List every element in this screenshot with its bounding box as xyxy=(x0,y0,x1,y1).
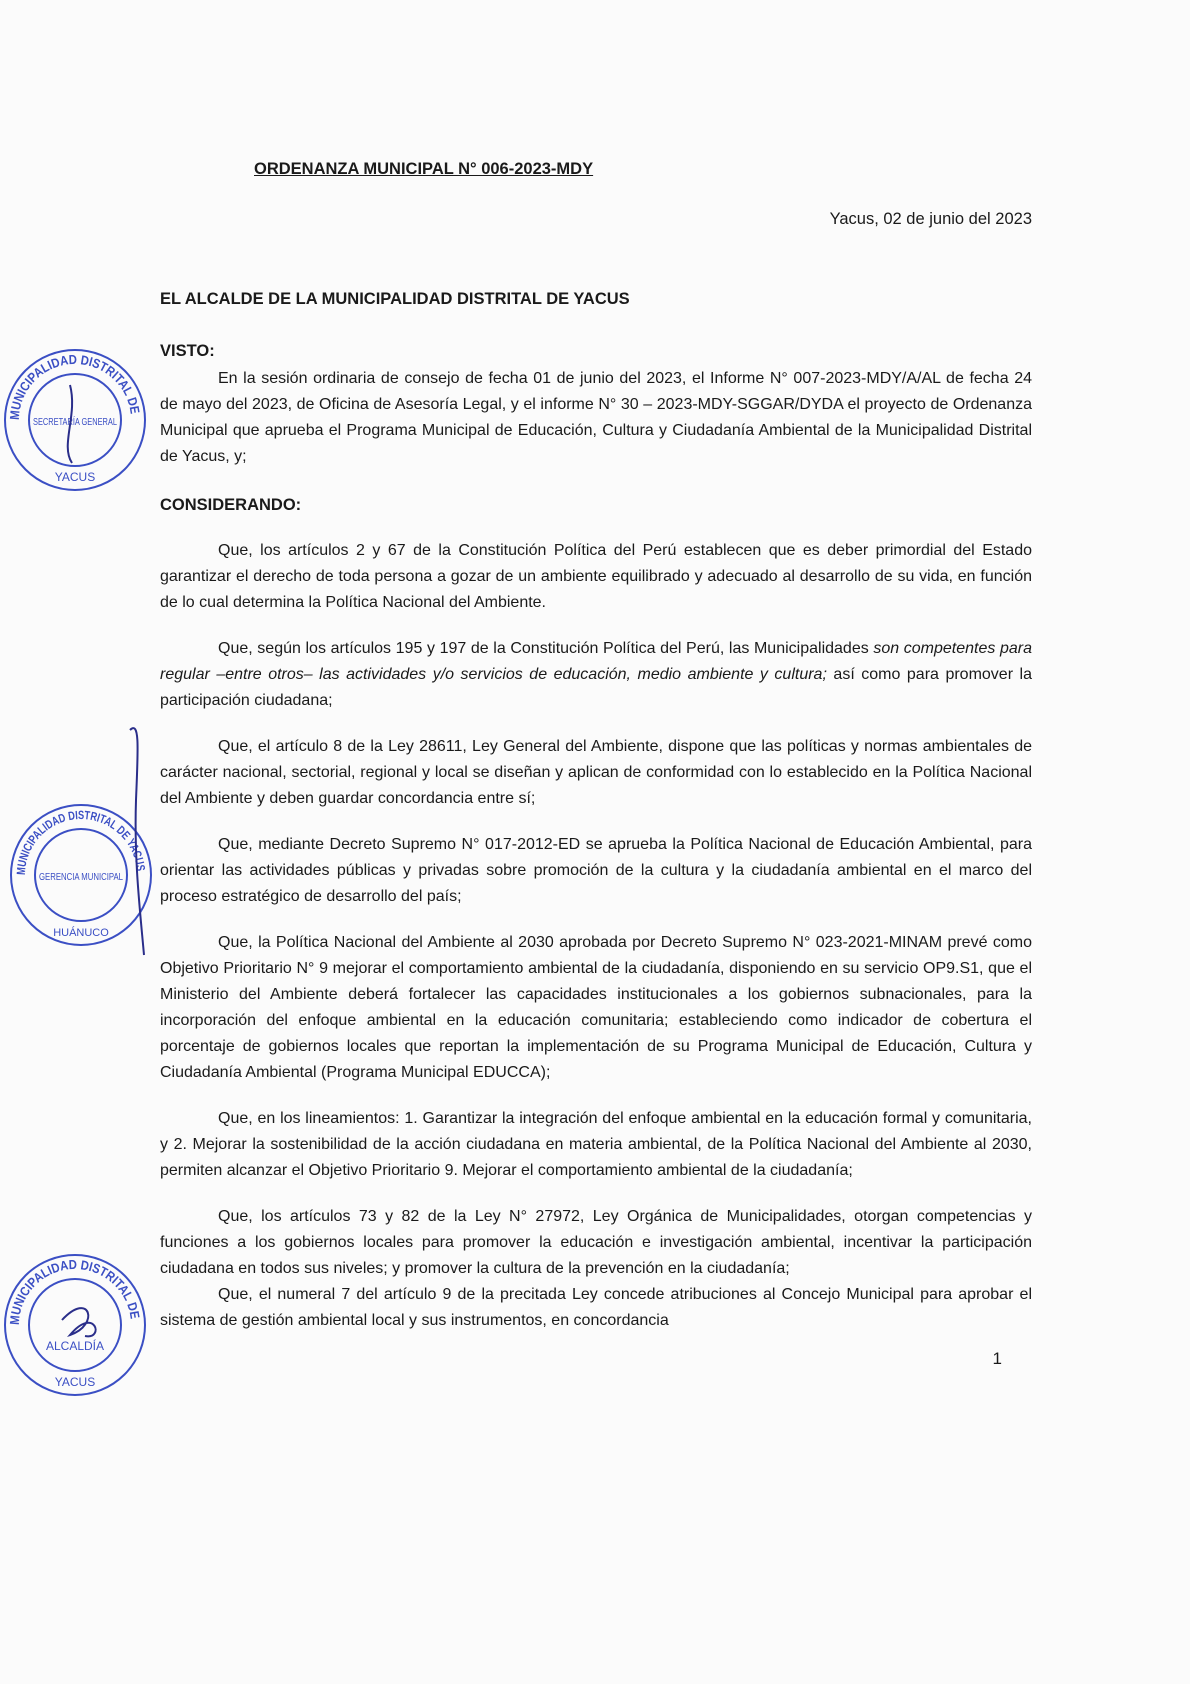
stamp-center-text: ALCALDÍA xyxy=(45,1339,105,1353)
paragraph-text: así como para promover la participación ciudadana; xyxy=(160,666,1032,709)
stamp-center-text: GERENCIA MUNICIPAL xyxy=(39,872,124,883)
paragraph: Que, en los lineamientos: 1. Garantizar la integración del enfoque ambiental en la educación formal y comunitaria, y 2. Mejorar la sostenibilidad de la acción ciudadana en materia ambiental, de la Política Nacional del Ambiente al 2030, permiten alcanzar el Objetivo Prioritario 9. Mejorar el comportamiento ambiental de la ciudadanía; xyxy=(160,1110,1032,1179)
visto-paragraph: En la sesión ordinaria de consejo de fecha 01 de junio del 2023, el Informe N° 007-2023-MDY/A/AL de fecha 24 de mayo del 2023, de Oficina de Asesoría Legal, y el informe N° 30 – 2023-MDY-SGGAR/DYDA el proyecto de Ordenanza Municipal que aprueba el Programa Municipal de Educación, Cultura y Ciudadanía Ambiental de la Municipalidad Distrital de Yacus, y; xyxy=(160,370,1032,465)
authority-heading: EL ALCALDE DE LA MUNICIPALIDAD DISTRITAL DE YACUS xyxy=(160,290,630,308)
paragraph: Que, la Política Nacional del Ambiente al 2030 aprobada por Decreto Supremo N° 023-2021-MINAM prevé como Objetivo Prioritario N° 9 mejorar el comportamiento ambiental de la ciudadanía, disponiendo en su servicio OP9.S1, que el Ministerio del Ambiente deberá fortalecer las capacidades institucionales a los gobiernos subnacionales, para la incorporación del enfoque ambiental en la educación comunitaria; estableciendo como indicador de cobertura el porcentaje de gobiernos locales que reportan la implementación de su Programa Municipal de Educación, Cultura y Ciudadanía Ambiental (Programa Municipal EDUCCA); xyxy=(160,934,1032,1081)
place-date: Yacus, 02 de junio del 2023 xyxy=(829,210,1032,228)
paragraph xyxy=(160,636,1032,714)
paragraph: Que, el numeral 7 del artículo 9 de la precitada Ley concede atribuciones al Concejo Municipal para aprobar el sistema de gestión ambiental local y sus instrumentos, en concordancia xyxy=(160,1286,1032,1329)
paragraph: Que, los artículos 2 y 67 de la Constitución Política del Perú establecen que es deber primordial del Estado garantizar el derecho de toda persona a gozar de un ambiente equilibrado y adecuado al desarrollo de su vida, en función de lo cual determina la Política Nacional del Ambiente. xyxy=(160,542,1032,611)
paragraph: Que, mediante Decreto Supremo N° 017-2012-ED se aprueba la Política Nacional de Educación Ambiental, para orientar las actividades públicas y privadas sobre promoción de la cultura y la ciudadanía ambiental en el marco del proceso estratégico de desarrollo del país; xyxy=(160,836,1032,905)
stamp-bottom-text: YACUS xyxy=(54,1375,96,1389)
stamp-ring-text: MUNICIPALIDAD DISTRITAL DE YACUS xyxy=(13,807,149,876)
page-number: 1 xyxy=(992,1349,1002,1368)
paragraph: Que, el artículo 8 de la Ley 28611, Ley General del Ambiente, dispone que las políticas y normas ambientales de carácter nacional, sectorial, regional y local se diseñan y aplican de conformidad con lo establecido en la Política Nacional del Ambiente y deben guardar concordancia entre sí; xyxy=(160,738,1032,807)
signature-mark xyxy=(62,1308,96,1336)
paragraph: Que, los artículos 73 y 82 de la Ley N° 27972, Ley Orgánica de Municipalidades, otorgan competencias y funciones a los gobiernos locales para promover la educación e investigación ambiental, incentivar la participación ciudadana en todos sus niveles; y promover la cultura de la prevención en la ciudadanía; xyxy=(160,1208,1032,1277)
alcaldia-stamp xyxy=(0,1250,150,1400)
stamp-bottom-text: YACUS xyxy=(54,470,96,484)
stamp-ring-text: MUNICIPALIDAD DISTRITAL DE xyxy=(6,351,143,421)
secretaria-stamp xyxy=(0,345,150,495)
stamp-center-text: SECRETARÍA GENERAL xyxy=(33,417,147,428)
svg-text:MUNICIPALIDAD DISTRITAL DE xyxy=(7,352,143,420)
considerando-heading: CONSIDERANDO: xyxy=(160,496,302,514)
paragraph-italic: son competentes para regular –entre otros– las actividades y/o servicios de educación, medio ambiente y cultura; xyxy=(160,640,1032,683)
paragraph-text: Que, según los artículos 195 y 197 de la Constitución Política del Perú, las Municipalidades xyxy=(218,640,869,657)
stamp-bottom-text: HUÁNUCO xyxy=(53,927,109,939)
visto-heading: VISTO: xyxy=(160,342,215,360)
stamp-ring-text: MUNICIPALIDAD DISTRITAL DE xyxy=(6,1256,143,1326)
signature-line xyxy=(124,720,154,960)
svg-text:MUNICIPALIDAD DISTRITAL DE xyxy=(7,1257,143,1325)
document-title: ORDENANZA MUNICIPAL N° 006-2023-MDY xyxy=(254,160,594,178)
document-body xyxy=(160,0,1032,1410)
